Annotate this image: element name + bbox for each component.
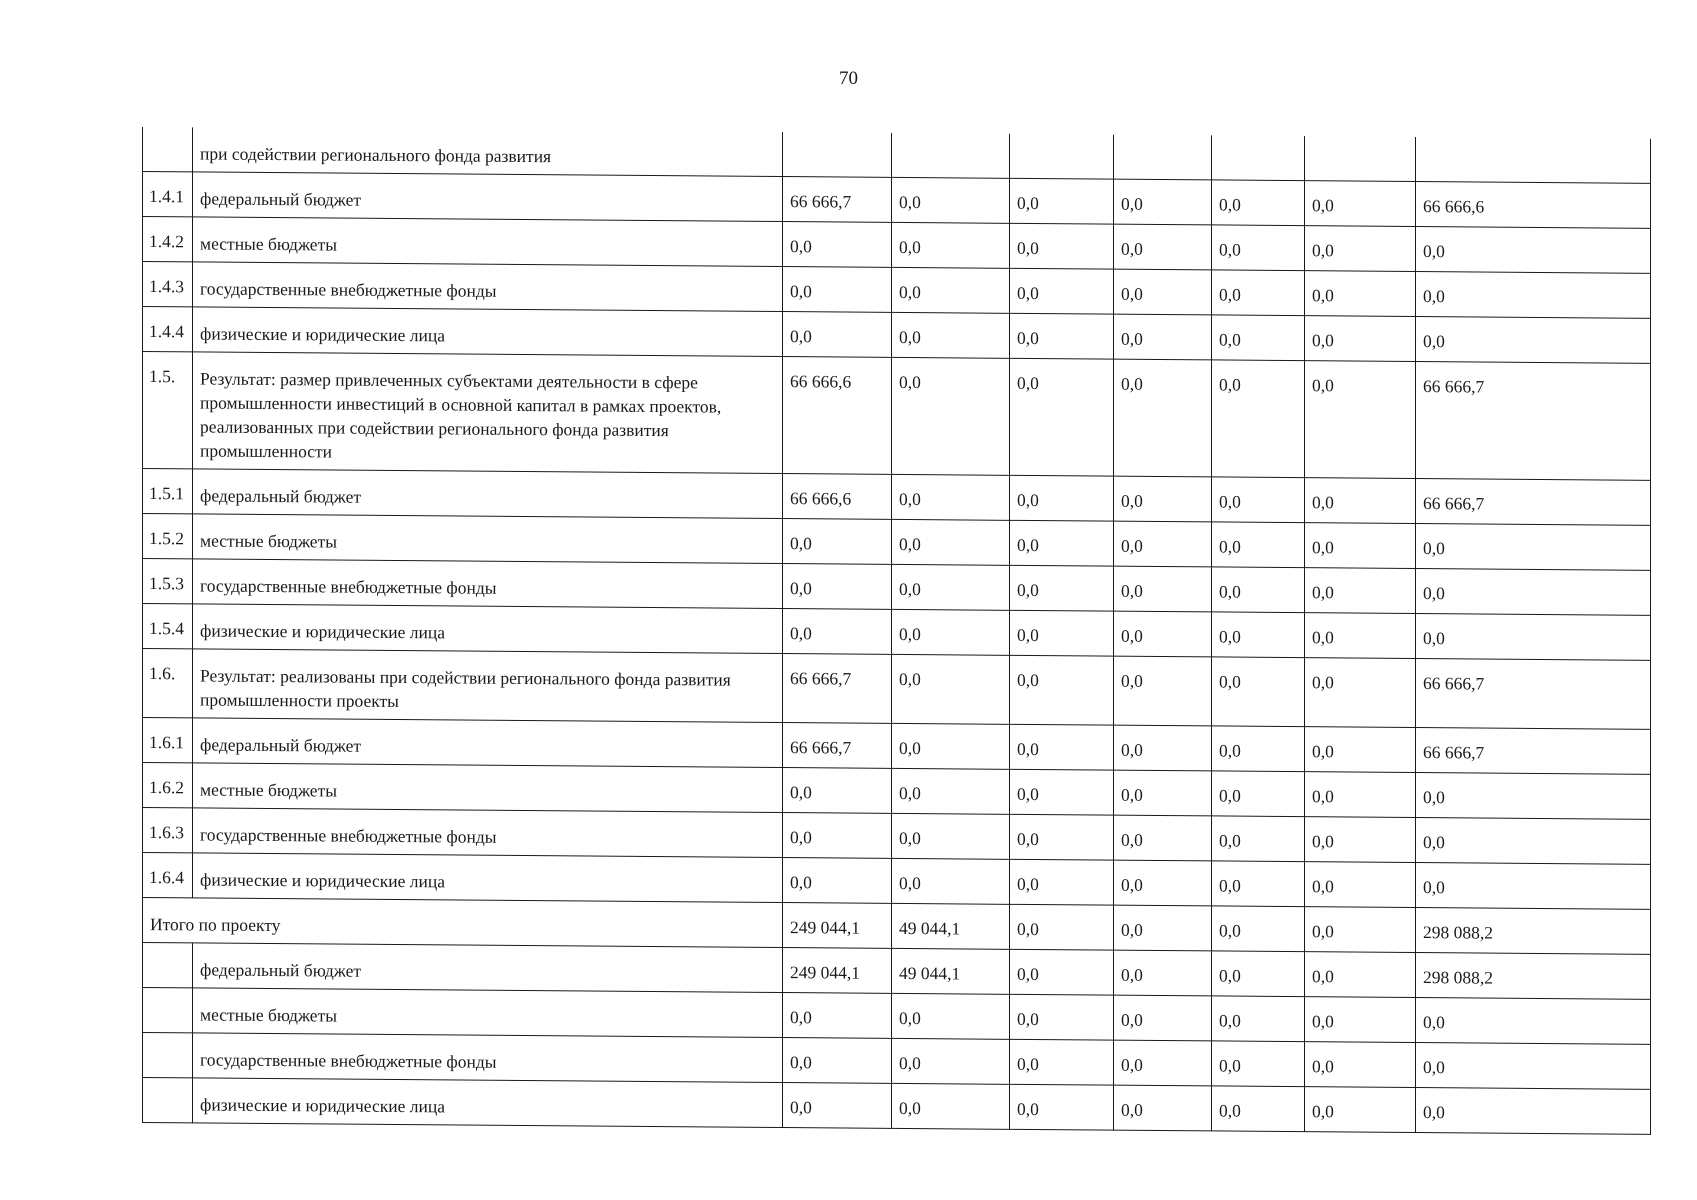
value-cell: 0,0 (1212, 996, 1305, 1042)
page-number: 70 (839, 68, 858, 89)
row-label: федеральный бюджет (193, 172, 783, 222)
value-cell: 0,0 (1212, 270, 1305, 316)
value-cell: 0,0 (1212, 726, 1305, 772)
value-cell: 0,0 (1416, 818, 1651, 865)
value-cell: 0,0 (1010, 610, 1114, 656)
value-cell: 0,0 (1305, 316, 1416, 362)
value-cell: 0,0 (1212, 861, 1305, 907)
empty-number-cell (143, 1033, 193, 1078)
row-label: физические и юридические лица (193, 1078, 783, 1128)
row-number (143, 127, 193, 172)
row-number: 1.4.2 (143, 217, 193, 262)
value-cell: 249 044,1 (783, 903, 892, 949)
value-cell: 66 666,7 (783, 177, 892, 223)
value-cell: 0,0 (1114, 950, 1212, 996)
value-cell: 0,0 (1114, 725, 1212, 771)
value-cell: 0,0 (1305, 817, 1416, 863)
row-label: государственные внебюджетные фонды (193, 559, 783, 609)
value-cell: 0,0 (1114, 815, 1212, 861)
row-number: 1.5. (143, 352, 193, 469)
row-label: федеральный бюджет (193, 943, 783, 993)
value-cell: 0,0 (892, 312, 1010, 358)
value-cell: 0,0 (1114, 1040, 1212, 1086)
row-number: 1.6.2 (143, 763, 193, 808)
value-cell: 0,0 (892, 474, 1010, 520)
value-cell: 0,0 (1010, 268, 1114, 314)
row-label: местные бюджеты (193, 217, 783, 267)
value-cell: 0,0 (1305, 1087, 1416, 1133)
value-cell: 0,0 (783, 813, 892, 859)
value-cell: 0,0 (892, 519, 1010, 565)
value-cell: 0,0 (1010, 475, 1114, 521)
value-cell: 0,0 (1010, 814, 1114, 860)
row-number: 1.4.4 (143, 307, 193, 352)
value-cell: 0,0 (783, 609, 892, 655)
value-cell: 0,0 (1305, 952, 1416, 998)
value-cell: 49 044,1 (892, 948, 1010, 994)
value-cell: 0,0 (1114, 476, 1212, 522)
value-cell: 0,0 (1212, 1041, 1305, 1087)
value-cell: 0,0 (1114, 905, 1212, 951)
value-cell: 298 088,2 (1416, 953, 1651, 1000)
row-number: 1.6.4 (143, 853, 193, 898)
row-number: 1.4.1 (143, 172, 193, 217)
value-cell (1212, 135, 1305, 180)
value-cell: 0,0 (783, 858, 892, 904)
value-cell: 0,0 (892, 858, 1010, 904)
value-cell: 0,0 (892, 1083, 1010, 1129)
value-cell: 0,0 (892, 564, 1010, 610)
row-label: физические и юридические лица (193, 307, 783, 357)
row-label: местные бюджеты (193, 763, 783, 813)
row-label: Результат: реализованы при содействии регионального фонда развития промышленности проекты (193, 649, 783, 723)
value-cell: 0,0 (892, 177, 1010, 223)
value-cell: 0,0 (1416, 272, 1651, 319)
value-cell: 0,0 (1010, 655, 1114, 725)
value-cell: 0,0 (1114, 359, 1212, 477)
value-cell: 0,0 (1416, 227, 1651, 274)
value-cell: 66 666,6 (783, 357, 892, 475)
value-cell: 0,0 (1416, 1088, 1651, 1135)
value-cell (783, 132, 892, 177)
value-cell: 0,0 (1010, 859, 1114, 905)
table-row (143, 649, 1651, 730)
value-cell: 0,0 (1010, 358, 1114, 476)
value-cell: 0,0 (1305, 271, 1416, 317)
value-cell: 0,0 (1305, 226, 1416, 272)
value-cell: 0,0 (1212, 816, 1305, 862)
value-cell: 0,0 (1305, 997, 1416, 1043)
value-cell: 0,0 (892, 1038, 1010, 1084)
value-cell: 0,0 (892, 723, 1010, 769)
value-cell: 0,0 (1010, 904, 1114, 950)
row-label: физические и юридические лица (193, 853, 783, 903)
row-label: Результат: размер привлеченных субъектами деятельности в сфере промышленности инвестиций в основной капитал в рамках проектов, реализованных при содействии регионального фонда развития промышленности (193, 352, 783, 474)
row-number: 1.6.1 (143, 718, 193, 763)
row-label: государственные внебюджетные фонды (193, 262, 783, 312)
value-cell: 0,0 (892, 357, 1010, 475)
value-cell: 0,0 (783, 222, 892, 268)
value-cell: 0,0 (1212, 1086, 1305, 1132)
value-cell: 0,0 (1305, 658, 1416, 728)
value-cell: 298 088,2 (1416, 908, 1651, 955)
value-cell: 0,0 (783, 312, 892, 358)
row-number: 1.5.2 (143, 514, 193, 559)
value-cell: 66 666,7 (1416, 479, 1651, 526)
value-cell: 0,0 (783, 267, 892, 313)
budget-table (142, 127, 1651, 1135)
value-cell: 0,0 (1010, 178, 1114, 224)
value-cell: 66 666,6 (1416, 182, 1651, 229)
value-cell: 66 666,7 (1416, 362, 1651, 481)
value-cell: 0,0 (1212, 477, 1305, 523)
value-cell: 0,0 (1010, 949, 1114, 995)
row-number: 1.5.1 (143, 469, 193, 514)
empty-number-cell (143, 1078, 193, 1123)
row-number: 1.6.3 (143, 808, 193, 853)
value-cell: 0,0 (1114, 1085, 1212, 1131)
value-cell: 0,0 (1010, 313, 1114, 359)
value-cell: 0,0 (783, 519, 892, 565)
value-cell: 0,0 (1305, 568, 1416, 614)
value-cell: 49 044,1 (892, 903, 1010, 949)
value-cell: 0,0 (1416, 524, 1651, 571)
value-cell: 0,0 (892, 267, 1010, 313)
value-cell: 0,0 (1010, 724, 1114, 770)
value-cell: 66 666,7 (1416, 728, 1651, 775)
value-cell: 0,0 (1114, 224, 1212, 270)
value-cell: 0,0 (1114, 656, 1212, 726)
value-cell: 0,0 (1114, 521, 1212, 567)
value-cell: 0,0 (1416, 1043, 1651, 1090)
value-cell: 66 666,7 (783, 723, 892, 769)
value-cell: 0,0 (892, 768, 1010, 814)
row-number: 1.4.3 (143, 262, 193, 307)
value-cell: 0,0 (1212, 180, 1305, 226)
value-cell: 0,0 (1416, 569, 1651, 616)
value-cell: 0,0 (1305, 613, 1416, 659)
value-cell: 0,0 (1010, 223, 1114, 269)
value-cell (1010, 134, 1114, 179)
value-cell: 0,0 (892, 993, 1010, 1039)
value-cell: 0,0 (1114, 611, 1212, 657)
value-cell: 0,0 (892, 813, 1010, 859)
value-cell: 0,0 (1114, 314, 1212, 360)
value-cell: 0,0 (1010, 1084, 1114, 1130)
value-cell: 0,0 (1114, 860, 1212, 906)
value-cell: 0,0 (1010, 769, 1114, 815)
value-cell (1305, 136, 1416, 181)
value-cell: 0,0 (783, 1083, 892, 1129)
row-number: 1.5.3 (143, 559, 193, 604)
value-cell: 0,0 (1212, 360, 1305, 478)
value-cell: 66 666,7 (783, 654, 892, 724)
value-cell: 0,0 (1305, 907, 1416, 953)
value-cell: 0,0 (783, 564, 892, 610)
value-cell: 0,0 (1212, 567, 1305, 613)
value-cell: 0,0 (1305, 478, 1416, 524)
value-cell: 0,0 (783, 993, 892, 1039)
row-label: федеральный бюджет (193, 469, 783, 519)
value-cell: 0,0 (1212, 951, 1305, 997)
value-cell: 0,0 (1305, 727, 1416, 773)
row-label: федеральный бюджет (193, 718, 783, 768)
row-label: государственные внебюджетные фонды (193, 1033, 783, 1083)
value-cell: 0,0 (1305, 862, 1416, 908)
value-cell: 0,0 (892, 222, 1010, 268)
value-cell: 0,0 (1212, 225, 1305, 271)
table-body (143, 127, 1651, 1134)
row-label: государственные внебюджетные фонды (193, 808, 783, 858)
value-cell: 0,0 (1010, 1039, 1114, 1085)
empty-number-cell (143, 943, 193, 988)
value-cell: 0,0 (1416, 614, 1651, 661)
value-cell: 0,0 (1416, 998, 1651, 1045)
value-cell: 0,0 (1305, 181, 1416, 227)
value-cell: 0,0 (1114, 269, 1212, 315)
value-cell: 0,0 (1416, 863, 1651, 910)
value-cell: 0,0 (1212, 315, 1305, 361)
table-row (143, 352, 1651, 481)
value-cell: 0,0 (1114, 566, 1212, 612)
value-cell: 0,0 (1212, 522, 1305, 568)
value-cell: 0,0 (783, 1038, 892, 1084)
value-cell: 0,0 (1114, 770, 1212, 816)
value-cell: 0,0 (1212, 906, 1305, 952)
row-label: местные бюджеты (193, 988, 783, 1038)
row-label: физические и юридические лица (193, 604, 783, 654)
value-cell: 0,0 (892, 609, 1010, 655)
row-label: при содействии регионального фонда развития (193, 127, 783, 176)
value-cell: 249 044,1 (783, 948, 892, 994)
row-number: 1.5.4 (143, 604, 193, 649)
value-cell: 0,0 (1010, 994, 1114, 1040)
value-cell (1416, 137, 1651, 183)
value-cell: 0,0 (1114, 995, 1212, 1041)
value-cell: 0,0 (1212, 771, 1305, 817)
value-cell: 0,0 (1212, 657, 1305, 727)
value-cell: 0,0 (1416, 317, 1651, 364)
value-cell: 0,0 (1212, 612, 1305, 658)
total-label: Итого по проекту (143, 898, 783, 948)
value-cell: 66 666,6 (783, 474, 892, 520)
value-cell: 0,0 (1305, 772, 1416, 818)
empty-number-cell (143, 988, 193, 1033)
value-cell: 0,0 (892, 654, 1010, 724)
value-cell: 66 666,7 (1416, 659, 1651, 730)
value-cell: 0,0 (1305, 361, 1416, 479)
value-cell: 0,0 (1114, 179, 1212, 225)
row-label: местные бюджеты (193, 514, 783, 564)
value-cell: 0,0 (1010, 520, 1114, 566)
value-cell: 0,0 (1416, 773, 1651, 820)
value-cell: 0,0 (1305, 1042, 1416, 1088)
value-cell (1114, 135, 1212, 180)
value-cell: 0,0 (1010, 565, 1114, 611)
row-number: 1.6. (143, 649, 193, 718)
value-cell: 0,0 (1305, 523, 1416, 569)
value-cell (892, 133, 1010, 178)
value-cell: 0,0 (783, 768, 892, 814)
